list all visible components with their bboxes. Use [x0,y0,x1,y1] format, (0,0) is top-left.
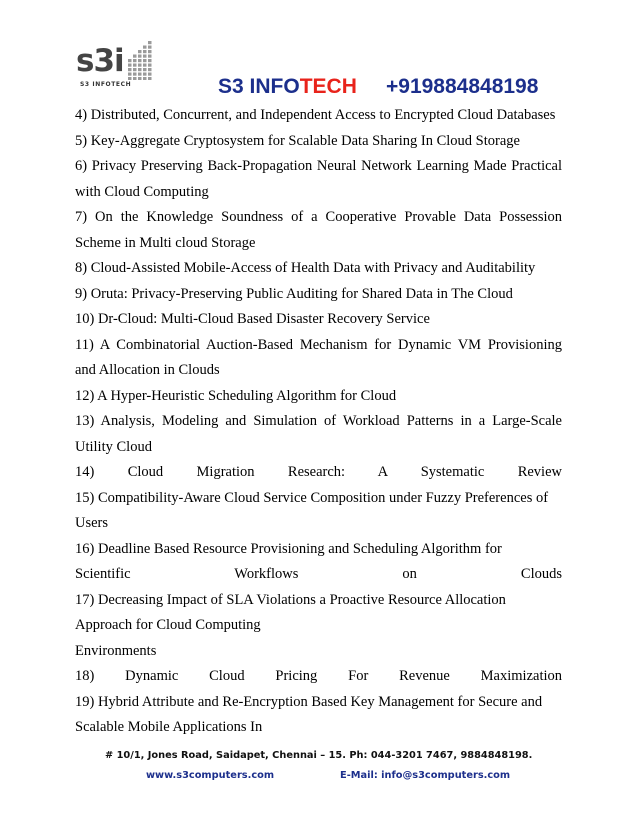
logo-mark: s3i [76,43,124,79]
list-line: 18) Dynamic Cloud Pricing For Revenue Maximization [75,668,562,684]
logo-subtitle: S3 INFOTECH [80,81,132,88]
logo-bar-square [133,64,137,67]
page-header [0,72,638,102]
company-name [218,72,357,102]
logo-bar-square [133,68,137,71]
header-phone: +919884848198 [386,75,539,98]
list-line: 14) Cloud Migration Research: A Systematic Review [75,464,562,480]
list-line: with Cloud Computing [75,183,209,200]
list-line: 15) Compatibility-Aware Cloud Service Composition under Fuzzy Preferences of [75,489,549,506]
logo-bar-square [128,64,132,67]
list-line: 16) Deadline Based Resource Provisioning and Scheduling Algorithm for [75,540,502,557]
list-line: and Allocation in Clouds [75,362,220,378]
company-name-part1: S3 INFO [218,75,300,98]
list-line: Scheme in Multi cloud Storage [75,234,256,251]
list-line: 7) On the Knowledge Soundness of a Cooperative Provable Data Possession [75,209,562,225]
list-line: Utility Cloud [75,438,152,455]
logo-bar-square [133,55,137,58]
logo-bar-square [138,50,142,53]
logo-bar-square [143,68,147,71]
list-line: 10) Dr-Cloud: Multi-Cloud Based Disaster Recovery Service [75,311,430,327]
list-line: Users [75,515,109,531]
logo-bar-square [148,50,152,53]
logo-bar-square [143,50,147,53]
logo-bar-square [143,55,147,58]
list-line: 6) Privacy Preserving Back-Propagation Neural Network Learning Made Practical [75,158,562,174]
logo-bar-square [148,46,152,49]
list-line: Environments [75,642,157,659]
company-name-part2: TECH [299,75,357,98]
logo-bar-square [148,68,152,71]
logo-bar-square [148,55,152,58]
list-line: 13) Analysis, Modeling and Simulation of Workload Patterns in a Large-Scale [75,413,562,429]
logo-bar-square [143,64,147,67]
logo-bar-square [128,68,132,71]
list-line: 17) Decreasing Impact of SLA Violations a Proactive Resource Allocation [75,591,506,608]
logo-bar-square [143,46,147,49]
list-line: 12) A Hyper-Heuristic Scheduling Algorithm for Cloud [75,387,397,404]
list-line: 9) Oruta: Privacy-Preserving Public Auditing for Shared Data in The Cloud [75,285,513,302]
logo-bar-square [128,59,132,62]
list-line: 5) Key-Aggregate Cryptosystem for Scalable Data Sharing In Cloud Storage [75,132,520,149]
logo-bar-square [133,59,137,62]
list-line: Scalable Mobile Applications In [75,719,263,735]
logo-bar-square [148,41,152,44]
footer-website[interactable]: www.s3computers.com [146,770,275,781]
logo-bar-square [138,59,142,62]
list-line: 11) A Combinatorial Auction-Based Mechanism for Dynamic VM Provisioning [75,336,562,353]
list-line: 4) Distributed, Concurrent, and Independent Access to Encrypted Cloud Databases [75,107,556,123]
logo-bar-square [148,59,152,62]
project-list [75,103,562,741]
list-line: Scientific Workflows on Clouds [75,566,562,582]
logo-bar-square [138,55,142,58]
logo-bar-square [143,59,147,62]
list-line: Approach for Cloud Computing [75,617,261,633]
list-line: 19) Hybrid Attribute and Re-Encryption Based Key Management for Secure and [75,693,543,710]
logo-bar-square [138,64,142,67]
list-line: 8) Cloud-Assisted Mobile-Access of Health Data with Privacy and Auditability [75,260,536,276]
logo-bar-square [148,64,152,67]
footer-address: # 10/1, Jones Road, Saidapet, Chennai – 15. Ph: 044-3201 7467, 9884848198. [105,750,533,761]
logo-bar-square [138,68,142,71]
footer-email[interactable]: E-Mail: info@s3computers.com [340,770,511,781]
